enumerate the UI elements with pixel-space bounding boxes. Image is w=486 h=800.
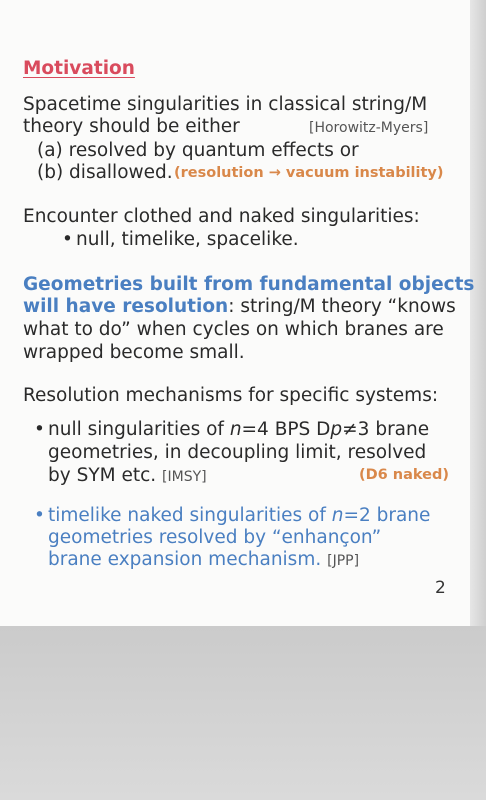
item1-l1c: ≠3 brane — [342, 419, 430, 440]
p2-bullet-line — [62, 229, 299, 251]
p1-citation: [Horowitz-Myers] — [309, 120, 429, 136]
p1-line1: Spacetime singularities in classical string/M — [23, 94, 428, 115]
item2-line1 — [34, 505, 430, 527]
p1-item-b: (b) disallowed. — [37, 162, 173, 183]
item1-l1b: =4 BPS D — [241, 419, 331, 440]
p2-bullet-text: null, timelike, spacelike. — [76, 229, 299, 250]
scanner-background — [0, 626, 486, 800]
bullet-icon: • — [34, 419, 45, 440]
p1-item-b-note: (resolution → vacuum instability) — [174, 165, 444, 181]
p1-line2: theory should be either — [23, 116, 240, 137]
slide-edge — [470, 0, 486, 626]
page-number: 2 — [435, 578, 446, 598]
item1-line2: geometries, in decoupling limit, resolved — [48, 442, 427, 463]
item1-citation: [IMSY] — [162, 469, 207, 485]
item1-n: n — [229, 419, 242, 440]
item1-line1 — [34, 419, 429, 441]
p2-line1: Encounter clothed and naked singularities: — [23, 206, 420, 227]
p3-line2 — [23, 296, 456, 318]
bullet-icon: • — [62, 229, 73, 250]
p1-item-a: (a) resolved by quantum effects or — [37, 140, 359, 161]
item1-l1a: null singularities of — [48, 419, 230, 440]
bullet-icon: • — [34, 505, 45, 526]
item2-l1a: timelike naked singularities of — [48, 505, 332, 526]
item1-p: p — [330, 419, 343, 440]
p3-line2-rest: : string/M theory “knows — [228, 296, 456, 317]
p3-line1: Geometries built from fundamental objects — [23, 274, 475, 295]
p3-line4: wrapped become small. — [23, 342, 245, 363]
item2-l3: brane expansion mechanism. — [48, 549, 322, 570]
item2-n: n — [331, 505, 344, 526]
item2-line2: geometries resolved by “enhançon” — [48, 527, 382, 548]
p3-line3: what to do” when cycles on which branes are — [23, 319, 444, 340]
p3-bold-text: will have resolution — [23, 296, 229, 317]
slide-heading: Motivation — [23, 58, 135, 79]
item1-line3 — [48, 465, 207, 487]
item2-citation: [JPP] — [327, 553, 360, 569]
p4-line1: Resolution mechanisms for specific systems: — [23, 385, 439, 406]
item2-line3 — [48, 549, 359, 571]
item2-l1b: =2 brane — [343, 505, 431, 526]
item1-l3: by SYM etc. — [48, 465, 157, 486]
item1-note: (D6 naked) — [359, 467, 450, 483]
